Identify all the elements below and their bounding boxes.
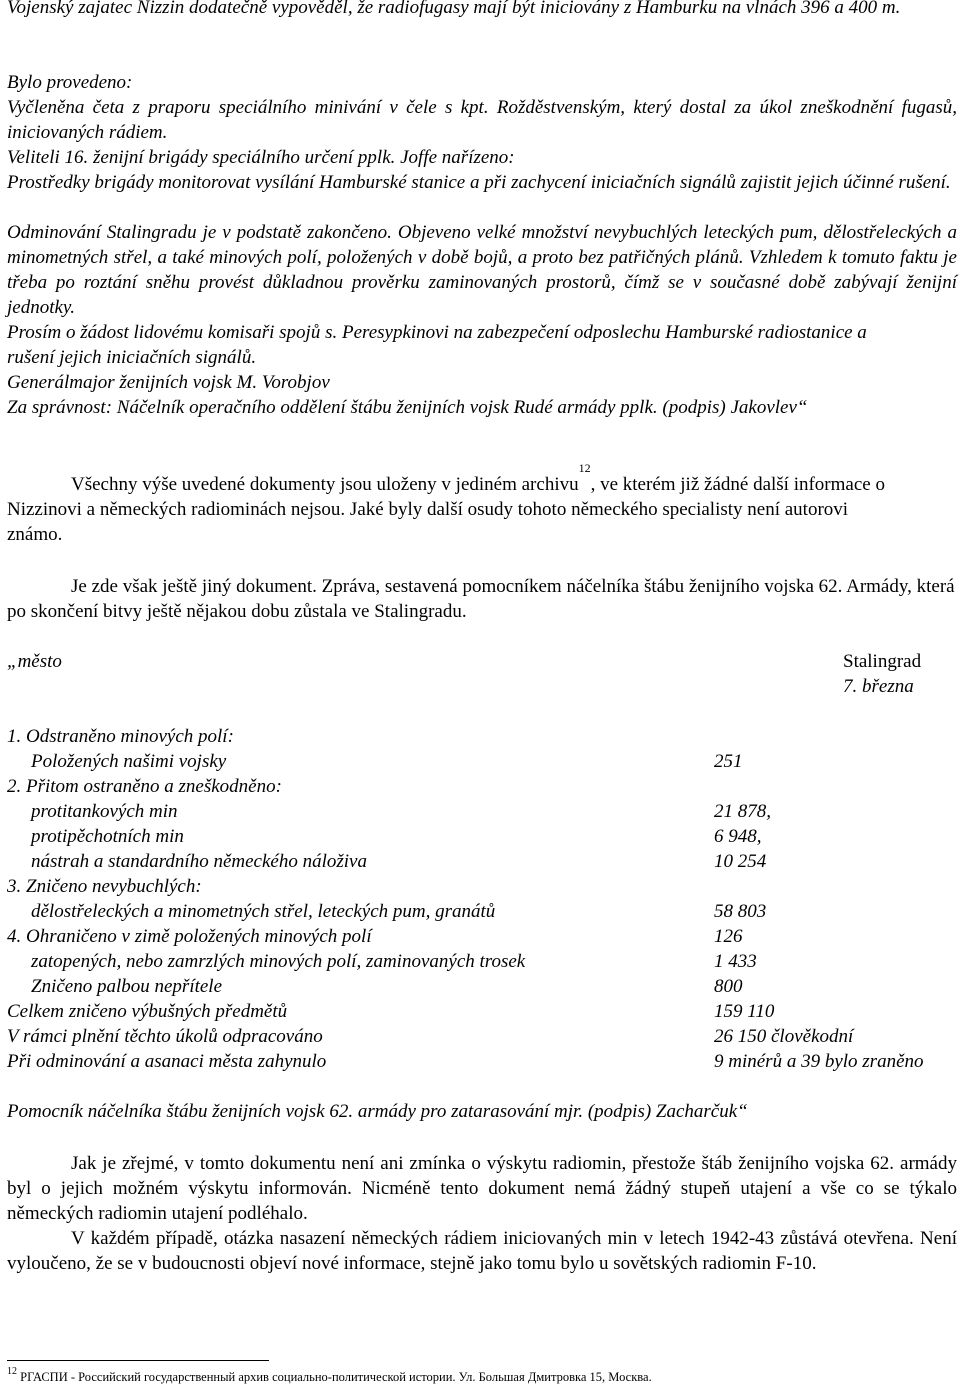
report-paragraph-demining: Odminování Stalingradu je v podstatě zakončeno. Objeveno velké množství nevybuchlých leteckých pum, dělostřeleckých a minometných střel, a také minových polí, položených v době bojů, a proto bez patřičných plánů. Vzhledem k tomuto faktu je třeba po roztání sněhu provést důkladnou prověrku zaminovaných prostorů, čímž se v současné době zabývají ženijní jednotky.: [7, 222, 957, 318]
row-label: V rámci plnění těchto úkolů odpracováno: [7, 1026, 323, 1047]
row-label: dělostřeleckých a minometných střel, leteckých pum, granátů: [31, 901, 496, 922]
report2-row: [7, 724, 957, 749]
archive-text-before: Všechny výše uvedené dokumenty jsou uloženy v jediném archivu: [71, 474, 579, 495]
body-paragraph-another-document: Je zde však ještě jiný dokument. Zpráva, sestavená pomocníkem náčelníka štábu ženijního vojska 62. Armády, která po skončení bitvy ještě nějakou dobu zůstala ve Stalingradu.: [7, 576, 955, 622]
report2-row: [7, 899, 957, 924]
report2-city: Stalingrad: [843, 651, 922, 672]
row-label: Zničeno palbou nepřítele: [31, 976, 223, 997]
row-label: nástrah a standardního německého náloživa: [31, 851, 367, 872]
body-paragraph-open-question: V každém případě, otázka nasazení německých rádiem iniciovaných min v letech 1942-43 zůstává otevřena. Není vyloučeno, že se v budoucnosti objeví nové informace, stejně jako tomu bylo u sovětských radiomin F-10.: [7, 1228, 957, 1274]
report2-row: [7, 774, 957, 799]
report2-place-date: [843, 649, 921, 699]
body-paragraph-archive: [7, 461, 902, 547]
report-heading-performed: Bylo provedeno:: [7, 72, 133, 93]
row-label: Celkem zničeno výbušných předmětů: [7, 1001, 288, 1022]
report-signature-vorobjov: Generálmajor ženijních vojsk M. Vorobjov: [7, 372, 330, 393]
report2-row: [7, 924, 957, 949]
body-paragraph-no-mention: Jak je zřejmé, v tomto dokumentu není ani zmínka o výskytu radiomin, přestože štáb ženijního vojska 62. armády byl o jejich možném výskytu informován. Nicméně tento dokument nemá žádný stupeň utajení a vše co se týkalo německých radiomin utajení podléhalo.: [7, 1153, 957, 1224]
row-label: protitankových min: [31, 801, 178, 822]
footnote: [7, 1368, 652, 1386]
report-paragraph-request: Prosím o žádost lidovému komisaři spojů s. Peresypkinovi na zabezpečení odposlechu Hamburské radiostanice a rušení jejich iniciačních signálů.: [7, 322, 867, 368]
report2-row: [7, 1049, 957, 1074]
row-label: Při odminování a asanaci města zahynulo: [7, 1051, 327, 1072]
row-label: protipěchotních min: [31, 826, 184, 847]
row-value: 1 433: [714, 951, 757, 972]
row-label: Položených našimi vojsky: [31, 751, 227, 772]
report-paragraph-radiofugasy: Vojenský zajatec Nizzin dodatečně vypověděl, že radiofugasy mají být iniciovány z Hamburku na vlnách 396 a 400 m.: [7, 0, 901, 18]
row-label: 4. Ohraničeno v zimě položených minových polí: [7, 926, 372, 947]
footnote-separator: [7, 1360, 269, 1361]
report2-row: [7, 849, 957, 874]
row-value: 800: [714, 976, 743, 997]
archive-text-after: , ve kterém již žádné další informace o Nizzinovi a německých radiominách nejsou. Jaké byly další osudy tohoto německého specialisty není autorovi známo.: [7, 474, 885, 545]
report2-date: 7. března: [843, 676, 914, 697]
footnote-text: РГАСПИ - Российский государственный архив социально-политической истории. Ул. Большая Дмитровка 15, Москва.: [17, 1370, 652, 1384]
row-value: 26 150 člověkodní: [714, 1026, 854, 1047]
report2-signature: Pomocník náčelníka štábu ženijních vojsk 62. armády pro zatarasování mjr. (podpis) Zacharčuk“: [7, 1101, 748, 1122]
report2-row: [7, 949, 957, 974]
report2-row: [7, 999, 957, 1024]
report-paragraph-order: Veliteli 16. ženijní brigády speciálního určení pplk. Joffe nařízeno:: [7, 147, 515, 168]
row-value: 126: [714, 926, 743, 947]
row-value: 6 948,: [714, 826, 762, 847]
row-value: 10 254: [714, 851, 767, 872]
report2-row: [7, 974, 957, 999]
report-paragraph-squad: Vyčleněna četa z praporu speciálního minivání v čele s kpt. Rožděstvenským, který dostal za úkol zneškodnění fugasů, iniciovaných rádiem.: [7, 97, 957, 143]
report-certification: Za správnost: Náčelník operačního oddělení štábu ženijních vojsk Rudé armády pplk. (podpis) Jakovlev“: [7, 397, 808, 418]
row-label: zatopených, nebo zamrzlých minových polí, zaminovaných trosek: [31, 951, 526, 972]
report2-place-label: „město: [7, 651, 62, 672]
row-label: 1. Odstraněno minových polí:: [7, 726, 234, 747]
report2-row: [7, 749, 957, 774]
footnote-mark: 12: [7, 1366, 17, 1377]
row-label: 3. Zničeno nevybuchlých:: [7, 876, 202, 897]
report2-row: [7, 874, 957, 899]
row-value: 9 minérů a 39 bylo zraněno: [714, 1051, 924, 1072]
row-value: 58 803: [714, 901, 767, 922]
row-label: 2. Přitom ostraněno a zneškodněno:: [7, 776, 282, 797]
footnote-reference[interactable]: 12: [578, 461, 591, 475]
row-value: 21 878,: [714, 801, 771, 822]
report-paragraph-monitoring: Prostředky brigády monitorovat vysílání Hamburské stanice a při zachycení iniciačních signálů zajistit jejich účinné rušení.: [7, 172, 951, 193]
report2-row: [7, 824, 957, 849]
report2-row: [7, 1024, 957, 1049]
report2-row: [7, 799, 957, 824]
row-value: 159 110: [714, 1001, 775, 1022]
row-value: 251: [714, 751, 743, 772]
